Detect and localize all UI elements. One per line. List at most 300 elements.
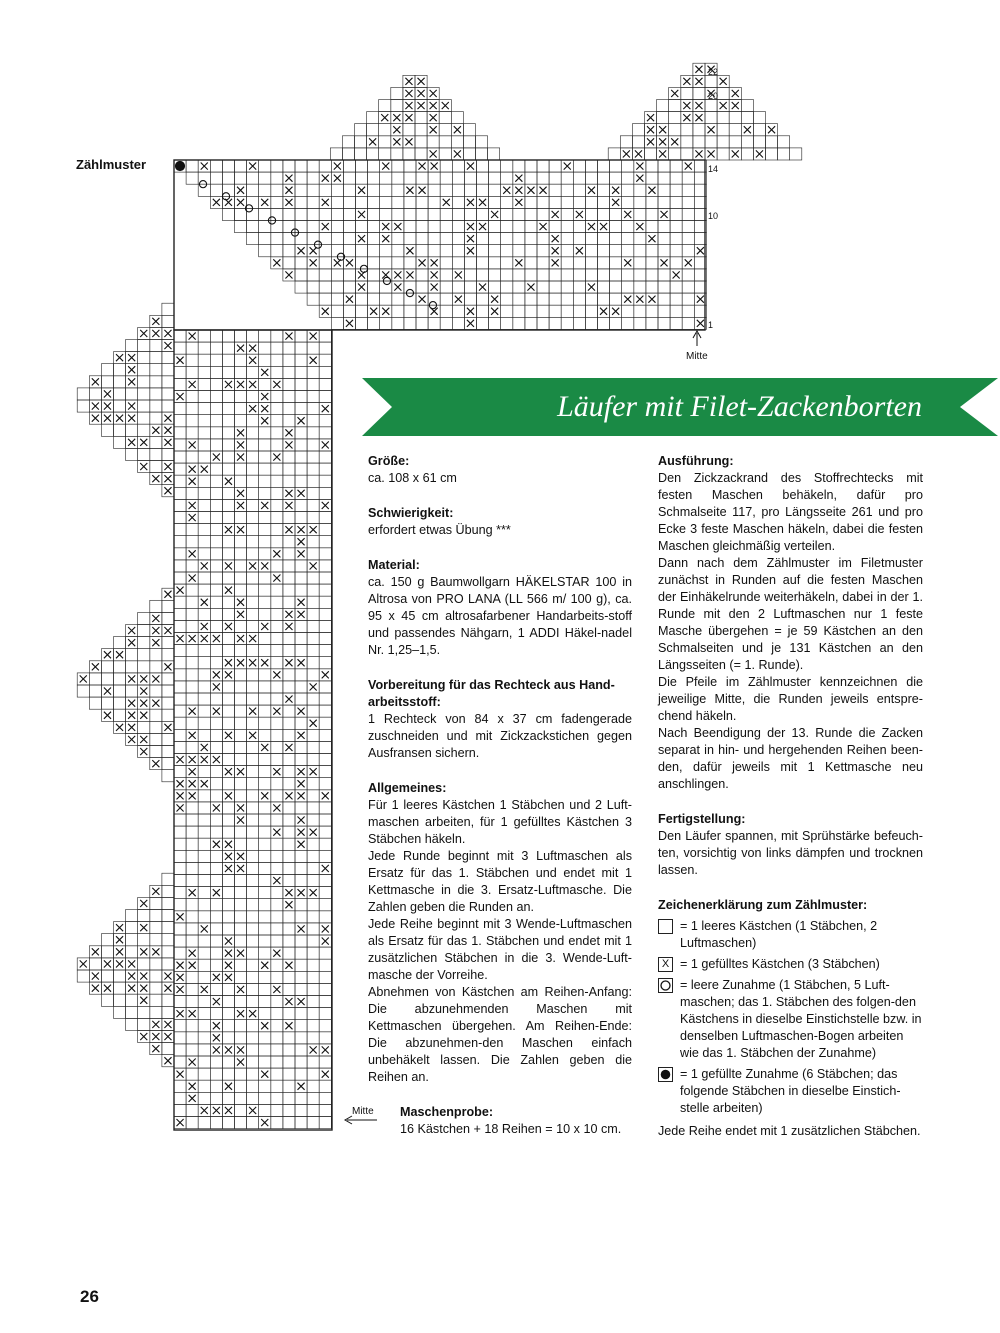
- grid-cell: [247, 802, 259, 814]
- grid-cell: [186, 1104, 198, 1116]
- filled-cell-mark: [382, 308, 389, 315]
- filled-cell-mark: [140, 700, 147, 707]
- filled-cell-mark: [237, 599, 244, 606]
- grid-cell: [222, 741, 234, 753]
- grid-cell: [440, 172, 452, 184]
- grid-cell: [295, 717, 307, 729]
- grid-cell: [271, 196, 283, 208]
- filled-cell-mark: [237, 804, 244, 811]
- grid-cell: [573, 257, 585, 269]
- grid-cell: [198, 996, 210, 1008]
- grid-cell: [646, 269, 658, 281]
- filled-cell-mark: [683, 102, 690, 109]
- filled-cell-mark: [140, 439, 147, 446]
- grid-cell: [198, 451, 210, 463]
- grid-cell: [283, 947, 295, 959]
- grid-cell: [343, 281, 355, 293]
- filled-cell-mark: [261, 659, 268, 666]
- filled-cell-mark: [225, 865, 232, 872]
- grid-cell: [162, 873, 174, 885]
- grid-cell: [271, 923, 283, 935]
- grid-cell: [319, 1008, 331, 1020]
- groesse-heading: Größe:: [368, 454, 410, 468]
- filled-cell-mark: [213, 756, 220, 763]
- grid-cell: [186, 862, 198, 874]
- grid-cell: [162, 315, 174, 327]
- filled-cell-mark: [177, 792, 184, 799]
- grid-cell: [210, 499, 222, 511]
- grid-cell: [235, 935, 247, 947]
- grid-cell: [307, 269, 319, 281]
- grid-cell: [549, 196, 561, 208]
- filled-cell-mark: [261, 562, 268, 569]
- grid-cell: [489, 281, 501, 293]
- filled-cell-mark: [298, 599, 305, 606]
- filled-cell-mark: [358, 187, 365, 194]
- grid-cell: [513, 317, 525, 329]
- grid-cell: [210, 536, 222, 548]
- filled-cell-mark: [612, 199, 619, 206]
- filled-cell-mark: [406, 187, 413, 194]
- grid-cell: [162, 697, 174, 709]
- filled-cell-mark: [249, 163, 256, 170]
- grid-cell: [622, 245, 634, 257]
- grid-cell: [307, 184, 319, 196]
- grid-cell: [259, 778, 271, 790]
- grid-cell: [379, 100, 391, 112]
- grid-cell: [138, 958, 150, 970]
- filled-cell-mark: [213, 454, 220, 461]
- grid-cell: [682, 305, 694, 317]
- grid-cell: [585, 196, 597, 208]
- filled-cell-mark: [310, 562, 317, 569]
- filled-cell-mark: [128, 960, 135, 967]
- grid-cell: [150, 364, 162, 376]
- grid-cell: [235, 620, 247, 632]
- grid-cell: [705, 136, 717, 148]
- grid-cell: [271, 427, 283, 439]
- grid-cell: [307, 281, 319, 293]
- filled-cell-mark: [515, 259, 522, 266]
- grid-cell: [368, 172, 380, 184]
- grid-cell: [356, 317, 368, 329]
- grid-cell: [477, 293, 489, 305]
- grid-cell: [283, 1032, 295, 1044]
- grid-cell: [561, 221, 573, 233]
- grid-cell: [295, 935, 307, 947]
- filled-cell-mark: [430, 126, 437, 133]
- left-column: [368, 453, 632, 1138]
- filled-cell-mark: [237, 635, 244, 642]
- grid-cell: [451, 136, 463, 148]
- grid-cell: [150, 994, 162, 1006]
- grid-cell: [319, 378, 331, 390]
- grid-cell: [319, 1104, 331, 1116]
- grid-cell: [235, 911, 247, 923]
- grid-cell: [186, 596, 198, 608]
- grid-cell: [198, 548, 210, 560]
- grid-cell: [561, 269, 573, 281]
- grid-cell: [222, 403, 234, 415]
- grid-cell: [259, 596, 271, 608]
- grid-cell: [150, 412, 162, 424]
- filled-cell-mark: [732, 150, 739, 157]
- filled-cell-mark: [213, 998, 220, 1005]
- grid-cell: [549, 160, 561, 172]
- grid-cell: [247, 838, 259, 850]
- legend-footer: Jede Reihe endet mit 1 zusätzlichen Stäbchen.: [658, 1124, 921, 1138]
- grid-cell: [247, 415, 259, 427]
- grid-cell: [222, 439, 234, 451]
- filled-cell-mark: [273, 454, 280, 461]
- grid-cell: [162, 910, 174, 922]
- grid-cell: [632, 124, 644, 136]
- grid-cell: [379, 124, 391, 136]
- grid-cell: [537, 281, 549, 293]
- grid-cell: [247, 475, 259, 487]
- grid-cell: [101, 970, 113, 982]
- grid-cell: [682, 281, 694, 293]
- grid-cell: [186, 983, 198, 995]
- grid-cell: [585, 269, 597, 281]
- grid-cell: [271, 608, 283, 620]
- grid-cell: [138, 388, 150, 400]
- grid-cell: [295, 802, 307, 814]
- grid-cell: [295, 208, 307, 220]
- grid-cell: [222, 923, 234, 935]
- grid-cell: [247, 608, 259, 620]
- grid-cell: [598, 184, 610, 196]
- grid-cell: [525, 233, 537, 245]
- grid-cell: [222, 996, 234, 1008]
- filled-cell-mark: [285, 199, 292, 206]
- grid-cell: [271, 657, 283, 669]
- filled-cell-mark: [382, 163, 389, 170]
- grid-cell: [439, 124, 451, 136]
- grid-cell: [235, 838, 247, 850]
- grid-cell: [319, 512, 331, 524]
- filled-cell-mark: [430, 90, 437, 97]
- grid-cell: [271, 790, 283, 802]
- filled-cell-mark: [164, 342, 171, 349]
- dot-square-icon: [658, 1067, 673, 1082]
- grid-cell: [210, 875, 222, 887]
- grid-cell: [247, 814, 259, 826]
- grid-cell: [729, 136, 741, 148]
- grid-cell: [585, 305, 597, 317]
- grid-cell: [247, 669, 259, 681]
- grid-cell: [319, 524, 331, 536]
- grid-cell: [150, 746, 162, 758]
- filled-cell-mark: [152, 760, 159, 767]
- grid-cell: [295, 620, 307, 632]
- grid-cell: [247, 983, 259, 995]
- grid-cell: [271, 935, 283, 947]
- grid-cell: [210, 1056, 222, 1068]
- grid-cell: [415, 136, 427, 148]
- filled-cell-mark: [515, 199, 522, 206]
- filled-cell-mark: [273, 877, 280, 884]
- filled-cell-mark: [467, 235, 474, 242]
- filled-cell-mark: [225, 853, 232, 860]
- filled-cell-mark: [310, 768, 317, 775]
- grid-cell: [174, 439, 186, 451]
- grid-cell: [174, 645, 186, 657]
- grid-cell: [319, 160, 331, 172]
- grid-cell: [126, 946, 138, 958]
- filled-cell-mark: [659, 126, 666, 133]
- filled-cell-mark: [116, 948, 123, 955]
- grid-cell: [222, 1032, 234, 1044]
- filled-cell-mark: [285, 271, 292, 278]
- grid-cell: [295, 427, 307, 439]
- grid-cell: [198, 802, 210, 814]
- grid-cell: [525, 257, 537, 269]
- grid-cell: [646, 221, 658, 233]
- filled-cell-mark: [225, 587, 232, 594]
- grid-cell: [198, 378, 210, 390]
- grid-cell: [174, 403, 186, 415]
- filled-cell-mark: [128, 354, 135, 361]
- grid-cell: [295, 741, 307, 753]
- grid-cell: [271, 1044, 283, 1056]
- grid-cell: [501, 269, 513, 281]
- grid-cell: [162, 897, 174, 909]
- grid-cell: [343, 208, 355, 220]
- filled-cell-mark: [92, 378, 99, 385]
- grid-cell: [138, 448, 150, 460]
- ausfuehrung-heading: Ausführung:: [658, 454, 734, 468]
- maschenprobe-text: 16 Kästchen + 18 Reihen = 10 x 10 cm.: [400, 1122, 622, 1136]
- filled-cell-mark: [225, 950, 232, 957]
- grid-cell: [235, 584, 247, 596]
- grid-cell: [235, 208, 247, 220]
- filled-cell-mark: [322, 175, 329, 182]
- grid-cell: [295, 499, 307, 511]
- grid-cell: [741, 112, 753, 124]
- filled-cell-mark: [418, 78, 425, 85]
- grid-cell: [247, 572, 259, 584]
- filled-cell-mark: [225, 562, 232, 569]
- grid-cell: [537, 160, 549, 172]
- grid-cell: [717, 148, 729, 160]
- grid-cell: [319, 947, 331, 959]
- filled-cell-mark: [322, 1046, 329, 1053]
- grid-cell: [210, 778, 222, 790]
- grid-cell: [452, 281, 464, 293]
- filled-cell-mark: [647, 138, 654, 145]
- grid-cell: [259, 875, 271, 887]
- grid-cell: [549, 172, 561, 184]
- grid-cell: [658, 172, 670, 184]
- grid-cell: [259, 947, 271, 959]
- grid-cell: [295, 1032, 307, 1044]
- filled-cell-mark: [431, 259, 438, 266]
- filled-cell-mark: [552, 259, 559, 266]
- filled-cell-mark: [285, 611, 292, 618]
- filled-cell-mark: [189, 478, 196, 485]
- filled-cell-mark: [225, 768, 232, 775]
- grid-cell: [247, 584, 259, 596]
- grid-cell: [729, 124, 741, 136]
- grid-cell: [513, 221, 525, 233]
- filled-cell-mark: [237, 1059, 244, 1066]
- grid-cell: [138, 340, 150, 352]
- grid-cell: [271, 330, 283, 342]
- grid-cell: [634, 257, 646, 269]
- filled-cell-mark: [467, 308, 474, 315]
- filled-cell-mark: [419, 163, 426, 170]
- grid-cell: [331, 269, 343, 281]
- filled-cell-mark: [479, 284, 486, 291]
- filled-cell-mark: [419, 187, 426, 194]
- filled-cell-mark: [322, 1071, 329, 1078]
- grid-cell: [198, 524, 210, 536]
- grid-cell: [235, 790, 247, 802]
- filled-cell-mark: [128, 366, 135, 373]
- grid-cell: [307, 233, 319, 245]
- grid-cell: [610, 257, 622, 269]
- grid-cell: [283, 814, 295, 826]
- grid-cell: [247, 1092, 259, 1104]
- grid-cell: [525, 245, 537, 257]
- grid-cell: [573, 160, 585, 172]
- grid-cell: [670, 160, 682, 172]
- grid-cell: [598, 293, 610, 305]
- filled-cell-mark: [708, 150, 715, 157]
- filled-cell-mark: [140, 973, 147, 980]
- grid-cell: [295, 451, 307, 463]
- filled-cell-mark: [430, 114, 437, 121]
- grid-cell: [271, 729, 283, 741]
- grid-cell: [186, 838, 198, 850]
- grid-cell: [741, 148, 753, 160]
- grid-cell: [717, 136, 729, 148]
- grid-cell: [598, 281, 610, 293]
- grid-cell: [295, 1117, 307, 1129]
- filled-cell-mark: [152, 1033, 159, 1040]
- grid-cell: [283, 584, 295, 596]
- filled-cell-mark: [116, 354, 123, 361]
- grid-cell: [368, 233, 380, 245]
- grid-cell: [392, 184, 404, 196]
- grid-cell: [259, 1080, 271, 1092]
- grid-cell: [598, 233, 610, 245]
- grid-cell: [573, 172, 585, 184]
- grid-cell: [307, 1080, 319, 1092]
- grid-cell: [198, 572, 210, 584]
- grid-cell: [259, 911, 271, 923]
- filled-cell-mark: [540, 187, 547, 194]
- grid-cell: [319, 208, 331, 220]
- grid-cell: [198, 439, 210, 451]
- grid-cell: [404, 317, 416, 329]
- grid-cell: [670, 208, 682, 220]
- filled-cell-mark: [140, 997, 147, 1004]
- grid-cell: [319, 584, 331, 596]
- filled-cell-mark: [128, 736, 135, 743]
- filled-cell-mark: [104, 985, 111, 992]
- grid-cell: [477, 172, 489, 184]
- filled-cell-mark: [600, 223, 607, 230]
- filled-cell-mark: [659, 150, 666, 157]
- filled-cell-mark: [273, 671, 280, 678]
- filled-cell-mark: [467, 223, 474, 230]
- grid-cell: [319, 536, 331, 548]
- grid-cell: [307, 838, 319, 850]
- grid-cell: [259, 536, 271, 548]
- filled-cell-mark: [273, 550, 280, 557]
- grid-cell: [319, 257, 331, 269]
- filled-cell-mark: [273, 708, 280, 715]
- grid-cell: [283, 512, 295, 524]
- grid-cell: [186, 826, 198, 838]
- grid-cell: [380, 245, 392, 257]
- grid-cell: [669, 124, 681, 136]
- grid-cell: [319, 971, 331, 983]
- filled-cell-mark: [370, 308, 377, 315]
- grid-cell: [415, 112, 427, 124]
- filled-cell-mark: [467, 199, 474, 206]
- grid-cell: [343, 221, 355, 233]
- grid-cell: [295, 512, 307, 524]
- grid-cell: [295, 584, 307, 596]
- filled-cell-mark: [298, 732, 305, 739]
- filled-cell-mark: [322, 792, 329, 799]
- filled-cell-mark: [152, 475, 159, 482]
- grid-cell: [319, 741, 331, 753]
- grid-cell: [271, 862, 283, 874]
- filled-cell-mark: [358, 211, 365, 218]
- legend-empty-increase: [658, 977, 923, 1062]
- filled-cell-mark: [189, 1083, 196, 1090]
- grid-cell: [670, 305, 682, 317]
- grid-cell: [114, 637, 126, 649]
- grid-cell: [186, 645, 198, 657]
- filled-cell-mark: [382, 235, 389, 242]
- filled-cell-mark: [116, 415, 123, 422]
- grid-cell: [307, 439, 319, 451]
- grid-cell: [295, 862, 307, 874]
- grid-cell: [271, 415, 283, 427]
- filled-cell-mark: [128, 403, 135, 410]
- grid-cell: [778, 148, 790, 160]
- grid-cell: [101, 424, 113, 436]
- filled-cell-mark: [588, 223, 595, 230]
- grid-cell: [126, 994, 138, 1006]
- grid-cell: [186, 536, 198, 548]
- grid-cell: [307, 729, 319, 741]
- material-text: ca. 150 g Baumwollgarn HÄKELSTAR 100 in Altrosa von PRO LANA (LL 566 m/ 100 g), ca. 95 x 45 cm altrosafarbener Handarbeits-stoff und passendes Nähgarn, 1 ADDI Häkel-nadel Nr. 1,25–1,5.: [368, 575, 632, 657]
- filled-cell-mark: [177, 756, 184, 763]
- grid-cell: [235, 354, 247, 366]
- grid-cell: [150, 340, 162, 352]
- filled-cell-mark: [164, 330, 171, 337]
- filled-cell-mark: [189, 514, 196, 521]
- filled-cell-mark: [177, 913, 184, 920]
- grid-cell: [392, 257, 404, 269]
- grid-cell: [271, 1068, 283, 1080]
- filled-cell-mark: [564, 163, 571, 170]
- grid-cell: [368, 208, 380, 220]
- grid-cell: [259, 1092, 271, 1104]
- grid-cell: [307, 790, 319, 802]
- grid-cell: [598, 269, 610, 281]
- grid-cell: [295, 1056, 307, 1068]
- grid-cell: [307, 584, 319, 596]
- grid-cell: [380, 293, 392, 305]
- grid-cell: [537, 208, 549, 220]
